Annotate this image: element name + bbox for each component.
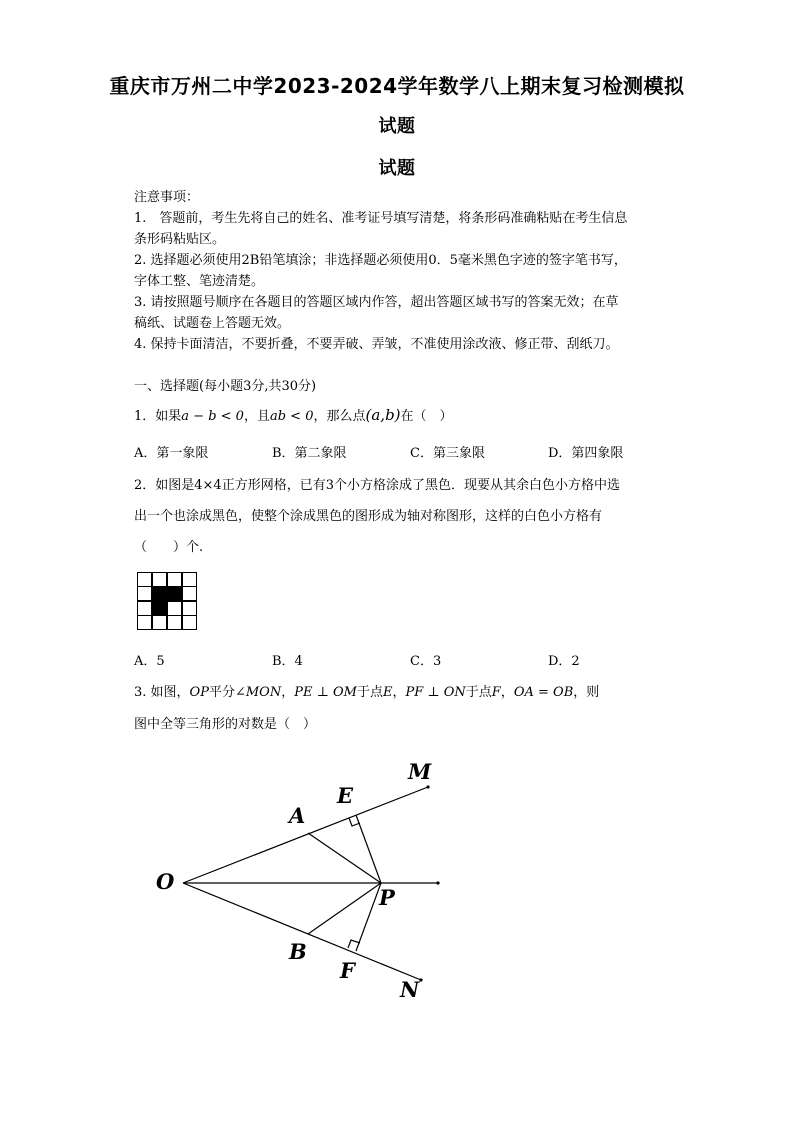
q3-text: ， [392, 685, 406, 700]
paper-subtitle-repeat: 试题 [378, 158, 416, 179]
question-2-cont: 出一个也涂成黑色，使整个涂成黑色的图形成为轴对称图形，这样的白色小方格有 [134, 509, 603, 524]
q3-text: ， [281, 685, 295, 700]
q3-text: 3. 如图， [134, 685, 190, 700]
note-line: 1. 答题前，考生先将自己的姓名、准考证号填写清楚，将条形码准确粘贴在考生信息 [134, 211, 628, 226]
grid-cell [167, 615, 183, 630]
grid-cell [137, 615, 153, 630]
q3-math: OA = OB [513, 685, 574, 700]
note-line: 4. 保持卡面清洁，不要折叠，不要弄破、弄皱，不准使用涂改液、修正带、刮纸刀。 [134, 337, 619, 352]
q3-text: ， [500, 685, 514, 700]
q1-text: ，且 [243, 409, 270, 424]
question-1 [134, 405, 453, 424]
segment-pf [356, 883, 381, 951]
paper-title: 重庆市万州二中学2023-2024学年数学八上期末复习检测模拟 [109, 74, 685, 98]
q3-math: ∠MON [234, 685, 282, 700]
q2-option-c[interactable]: C．3 [410, 654, 442, 669]
q1-text: 1．如果 [134, 409, 182, 424]
q2-option-a[interactable]: A．5 [134, 654, 165, 669]
note-line: 字体工整、笔迹清楚。 [134, 274, 265, 289]
question-3 [134, 681, 599, 700]
section-heading: 一、选择题(每小题3分,共30分) [134, 379, 317, 394]
grid-cell [167, 572, 183, 587]
grid-cell [137, 586, 153, 601]
grid-cell [137, 572, 153, 587]
label-o: O [156, 869, 175, 894]
q2-option-b[interactable]: B．4 [272, 654, 303, 669]
q3-text: 于点 [465, 685, 492, 700]
grid-cell [182, 601, 198, 616]
label-f: F [340, 958, 355, 983]
ray-om [183, 787, 428, 883]
notes-heading: 注意事项： [134, 190, 200, 205]
paper-subtitle: 试题 [378, 116, 416, 137]
question-2: 2．如图是4×4正方形网格，已有3个小方格涂成了黑色．现要从其余白色小方格中选 [134, 478, 620, 493]
q1-math: a − b < 0 [181, 409, 244, 424]
note-line: 3. 请按照题号顺序在各题目的答题区域内作答，超出答题区域书写的答案无效；在草 [134, 295, 619, 310]
segment-bp [308, 883, 381, 934]
point-ray-end [436, 881, 439, 884]
q1-math: ab < 0 [269, 409, 314, 424]
q1-option-a[interactable]: A．第一象限 [134, 446, 209, 461]
label-n: N [400, 977, 420, 1002]
q1-option-d[interactable]: D．第四象限 [548, 446, 624, 461]
grid-cell-black [167, 586, 183, 601]
grid-cell [182, 586, 198, 601]
label-m: M [408, 759, 432, 784]
point-n [419, 978, 422, 981]
q3-math: PE ⊥ OM [294, 685, 357, 700]
label-e: E [337, 783, 354, 808]
question-2-cont: （ ）个. [134, 540, 204, 555]
grid-cell [167, 601, 183, 616]
note-line: 2. 选择题必须使用2B铅笔填涂；非选择题必须使用0．5毫米黑色字迹的签字笔书写， [134, 253, 627, 268]
label-b: B [289, 939, 307, 964]
label-p: P [379, 885, 395, 910]
question-3-cont: 图中全等三角形的对数是（ ） [134, 717, 317, 732]
q3-text: ，则 [573, 685, 600, 700]
geometry-figure [140, 755, 460, 1005]
q3-text: 于点 [356, 685, 383, 700]
grid-cell [152, 615, 168, 630]
grid-cell [182, 615, 198, 630]
segment-pe [356, 815, 381, 883]
q3-math: E [382, 685, 393, 700]
label-a: A [289, 803, 306, 828]
square-grid-figure [137, 572, 197, 630]
note-line: 稿纸、试题卷上答题无效。 [134, 316, 291, 331]
grid-cell [137, 601, 153, 616]
grid-cell-black [152, 601, 168, 616]
q3-text: 平分 [208, 685, 235, 700]
grid-cell-black [152, 586, 168, 601]
q1-option-c[interactable]: C．第三象限 [410, 446, 485, 461]
q1-text: ，那么点 [313, 409, 366, 424]
note-line: 条形码粘贴区。 [134, 232, 226, 247]
q1-option-b[interactable]: B．第二象限 [272, 446, 347, 461]
point-m [426, 785, 429, 788]
q1-text: 在（ ） [400, 409, 453, 424]
grid-cell [152, 572, 168, 587]
segment-ap [308, 833, 381, 883]
q3-math: F [491, 685, 501, 700]
q3-math: PF ⊥ ON [405, 685, 466, 700]
q3-math: OP [189, 685, 209, 700]
q1-math: (a,b) [365, 406, 401, 424]
q2-option-d[interactable]: D．2 [548, 654, 580, 669]
grid-cell [182, 572, 198, 587]
